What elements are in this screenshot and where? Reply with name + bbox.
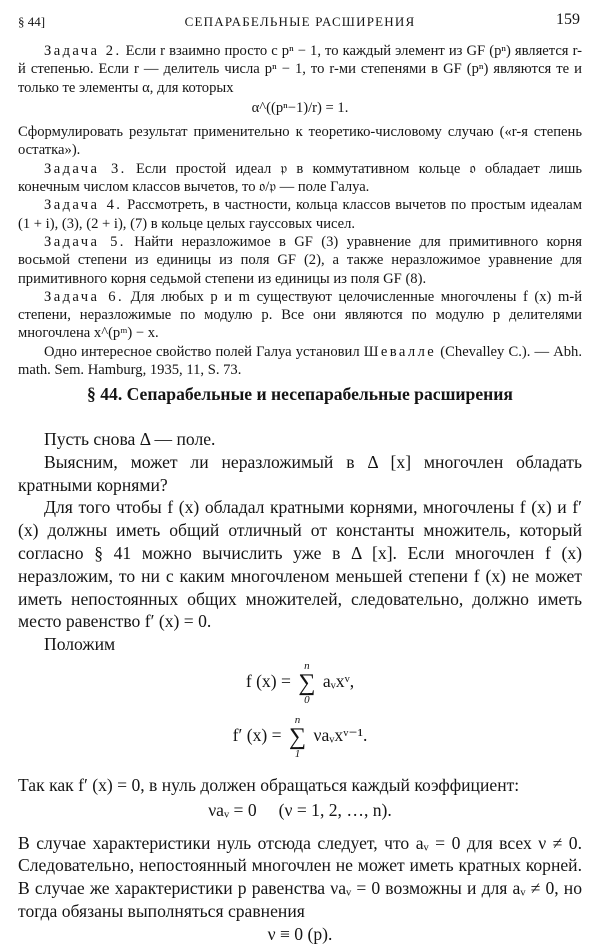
formula-coefficients: νaᵥ = 0 (ν = 1, 2, …, n). (208, 799, 392, 820)
sigma-symbol: ∑ (298, 669, 316, 696)
formula-f-prime-lhs: f′ (x) = (232, 725, 282, 746)
sum-sign (289, 714, 306, 760)
problem-4-label: Задача 4. (44, 197, 123, 214)
body-paragraph-2: Выясним, может ли неразложимый в Δ [x] многочлен обладать кратными корнями? (18, 451, 582, 495)
problem-3 (18, 160, 582, 197)
running-header (18, 12, 582, 32)
chevalley-name: Шевалле (363, 343, 437, 360)
formula-f-rhs: aᵥxᵛ, (322, 671, 355, 692)
sum-upper-limit: n (304, 659, 310, 672)
problem-6 (18, 288, 582, 343)
body-paragraph-6: В случае характеристики нуль отсюда следует, что aᵥ = 0 для всех ν ≠ 0. Следовательно, непостоянный многочлен не может иметь кратных корней. В случае же характеристики p равенства νaᵥ = 0 возможны и для aᵥ ≠ 0, но тогда обязаны выполняться сравнения (18, 832, 582, 921)
header-title: СЕПАРАБЕЛЬНЫЕ РАСШИРЕНИЯ (184, 14, 416, 29)
chevalley-remark (18, 343, 582, 380)
header-section-ref: § 44] (18, 14, 46, 29)
body-paragraph-5: Так как f′ (x) = 0, в нуль должен обращаться каждый коэффициент: (18, 774, 520, 795)
problem-6-label: Задача 6. (44, 288, 125, 305)
chevalley-text-b: (Chevalley C.). — Abh. math. Sem. Hamburg, 1935, 11, S. 73. (18, 343, 582, 379)
sigma-symbol: ∑ (288, 723, 307, 750)
sum-upper-limit: n (294, 713, 301, 726)
body-paragraph-3: Для того чтобы f (x) обладал кратными корнями, многочлены f (x) и f′ (x) должны иметь общий отличный от константы множитель, который согласно § 41 можно вычислить уже в Δ [x]. Если многочлен f (x) неразложим, то ни с каким многочленом меньшей степени f (x) не может иметь непостоянных общих множителей, следовательно, должно иметь место равенство f′ (x) = 0. (18, 497, 582, 632)
section-body (18, 428, 582, 946)
body-paragraph-4: Положим (44, 634, 116, 655)
page-number: 159 (556, 11, 580, 28)
problem-3-text: Если простой идеал 𝔭 в коммутативном кольце 𝔬 обладает лишь конечным числом классов вычетов, то 𝔬/𝔭 — поле Галуа. (18, 160, 582, 196)
sum-sign (298, 660, 315, 706)
formula-f-prime (18, 714, 582, 760)
problem-5-label: Задача 5. (44, 233, 126, 250)
section-title: § 44. Сепарабельные и несепарабельные расширения (87, 384, 513, 404)
problems-block (18, 42, 582, 379)
problem-5 (18, 233, 582, 288)
body-paragraph-1: Пусть снова Δ — поле. (44, 429, 216, 449)
problem-5-text: Найти неразложимое в GF (3) уравнение для примитивного корня восьмой степени из единицы из поля GF (2), а также неразложимое уравнение для примитивного корня седьмой степени из единицы из поля GF (8). (18, 233, 582, 287)
problem-3-label: Задача 3. (44, 160, 127, 177)
sum-lower-limit: 1 (294, 747, 301, 760)
problem-2-note: Сформулировать результат применительно к теоретико-числовому случаю («r-я степень остатка»). (18, 124, 582, 159)
book-page (18, 0, 582, 944)
chevalley-text-a: Одно интересное свойство полей Галуа установил (44, 343, 360, 360)
formula-f (18, 660, 582, 706)
formula-f-lhs: f (x) = (245, 671, 291, 692)
formula-f-prime-rhs: νaᵥxᵛ⁻¹. (313, 725, 368, 746)
problem-2-formula: α^((pⁿ−1)/r) = 1. (251, 99, 349, 116)
problem-2-label: Задача 2. (44, 43, 122, 59)
problem-6-text: Для любых p и m существуют целочисленные многочлены f (x) m-й степени, неразложимые по модулю p. Все они являются по модулю p делителями многочлена x^(pᵐ) − x. (18, 288, 583, 342)
problem-2-text: Если r взаимно просто с pⁿ − 1, то каждый элемент из GF (pⁿ) является r-й степенью. Если r — делитель числа pⁿ − 1, то r-ми степенями в GF (pⁿ) являются те и только те элементы α, для которых (18, 43, 583, 96)
problem-4-text: Рассмотреть, в частности, кольца классов вычетов по простым идеалам (1 + i), (3), (2 + i), (7) в кольце целых гауссовых чисел. (18, 197, 582, 232)
problem-4 (18, 196, 582, 233)
formula-congruence: ν ≡ 0 (p). (267, 923, 333, 944)
problem-2 (18, 42, 582, 97)
sum-lower-limit: 0 (304, 693, 310, 706)
